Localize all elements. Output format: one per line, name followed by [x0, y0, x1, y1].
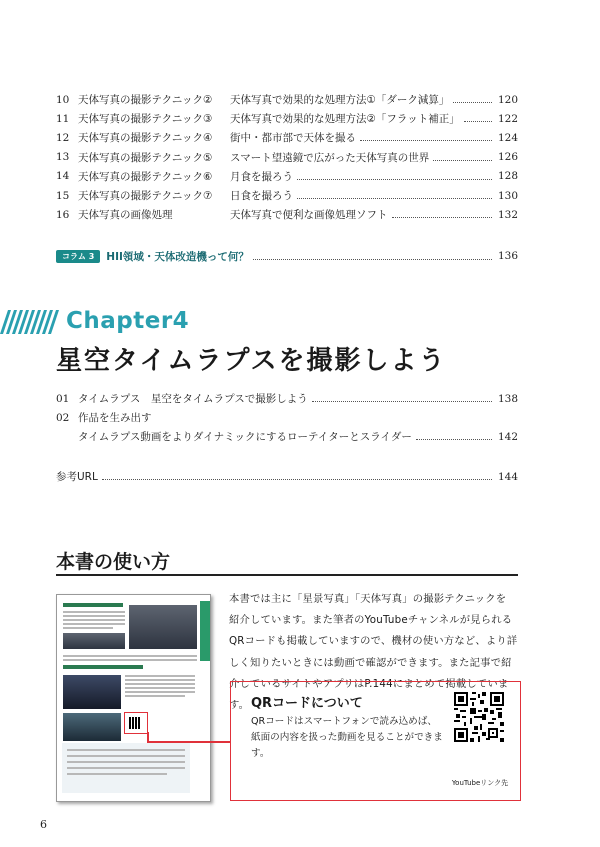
toc-page: 142 — [497, 430, 518, 443]
toc-title: 天体写真で便利な画像処理ソフト — [230, 209, 388, 222]
toc-title: タイムラプス 星空をタイムラプスで撮影しよう — [78, 393, 308, 405]
toc-number: 10 — [56, 93, 70, 106]
thumbnail-tab — [200, 601, 210, 661]
toc-number: 11 — [56, 112, 70, 125]
toc-leader-dots — [464, 121, 492, 122]
toc-number: 15 — [56, 189, 70, 202]
toc-section: 天体写真の撮影テクニック③ — [78, 113, 213, 126]
column-title: HII領域・天体改造機って何？ — [106, 250, 249, 263]
howto-title: 本書の使い方 — [56, 551, 171, 573]
sample-page-thumbnail — [56, 594, 211, 802]
toc-row[interactable] — [56, 389, 518, 408]
toc-leader-dots — [433, 160, 492, 161]
thumbnail-photo — [63, 633, 125, 649]
howto-body-line: 紹介しています。また筆者のYouTubeチャンネルが見られる — [229, 614, 513, 627]
chapter-stripes-icon — [0, 310, 60, 334]
chapter-label: Chapter4 — [66, 308, 190, 334]
toc-row[interactable] — [56, 90, 518, 109]
toc-title: 天体写真で効果的な処理方法①「ダーク減算」 — [230, 94, 450, 107]
toc-number: 16 — [56, 208, 70, 221]
toc-leader-dots — [392, 217, 493, 218]
toc-row-continued[interactable] — [56, 427, 518, 446]
qr-box-line: QRコードはスマートフォンで読み込めば、 — [251, 716, 437, 727]
toc-section: 天体写真の画像処理 — [78, 209, 173, 222]
howto-divider — [56, 574, 518, 576]
toc-number: 02 — [56, 411, 70, 424]
toc-row[interactable] — [56, 408, 518, 427]
toc-title: スマート望遠鏡で広がった天体写真の世界 — [230, 151, 430, 164]
toc-title: タイムラプス動画をよりダイナミックにするローテイターとスライダー — [78, 431, 412, 443]
toc-section: 天体写真の撮影テクニック② — [78, 94, 213, 107]
toc-column-row[interactable] — [56, 248, 518, 264]
toc-page: 126 — [497, 151, 518, 164]
toc-page: 138 — [497, 392, 518, 405]
toc-page: 144 — [497, 470, 518, 483]
toc-section: 天体写真の撮影テクニック⑥ — [78, 170, 213, 183]
toc-leader-dots — [102, 479, 492, 480]
toc-title: 月食を撮ろう — [230, 170, 293, 183]
thumbnail-qr-highlight — [124, 712, 148, 734]
qr-box-text — [251, 714, 451, 762]
howto-body-line: QRコードも掲載していますので、機材の使い方など、より詳 — [229, 635, 518, 648]
toc-row[interactable] — [56, 167, 518, 186]
toc-leader-dots — [253, 259, 492, 260]
toc-row[interactable] — [56, 205, 518, 224]
toc-row[interactable] — [56, 148, 518, 167]
toc-title: 日食を撮ろう — [230, 190, 293, 203]
chapter-toc-list — [56, 389, 518, 446]
toc-leader-dots — [453, 102, 492, 103]
thumbnail-heading — [63, 603, 123, 607]
toc-page: 128 — [497, 170, 518, 183]
toc-row[interactable] — [56, 128, 518, 147]
toc-number: 14 — [56, 170, 70, 183]
howto-body-line: 介しているサイトやアプリはP.144にまとめて掲載しています。 — [229, 677, 509, 712]
toc-number: 01 — [56, 392, 70, 405]
toc-section: 天体写真の撮影テクニック⑦ — [78, 190, 213, 203]
callout-connector — [147, 741, 231, 743]
toc-leader-dots — [297, 179, 492, 180]
thumbnail-photo — [129, 605, 197, 649]
qr-box-line: 紙面の内容を扱った動画を見ることができます。 — [251, 732, 443, 759]
toc-leader-dots — [360, 140, 492, 141]
chapter-title: 星空タイムラプスを撮影しよう — [56, 346, 447, 376]
toc-list — [56, 90, 518, 224]
toc-section: 天体写真の撮影テクニック④ — [78, 132, 213, 145]
thumbnail-photo — [63, 675, 121, 709]
toc-page: 136 — [497, 250, 518, 262]
toc-page: 130 — [497, 189, 518, 202]
toc-section: 天体写真の撮影テクニック⑤ — [78, 151, 213, 164]
howto-body-line: しく知りたいときには動画で確認ができます。また記事で紹 — [229, 656, 512, 669]
qr-info-box — [230, 681, 521, 801]
thumbnail-heading — [63, 665, 143, 669]
toc-page: 132 — [497, 208, 518, 221]
howto-body-line: 本書では主に「星景写真」「天体写真」の撮影テクニックを — [229, 593, 507, 605]
thumbnail-photo — [63, 713, 121, 741]
chapter-header — [0, 308, 600, 336]
qr-caption: YouTubeリンク先 — [451, 779, 509, 787]
toc-number: 12 — [56, 131, 70, 144]
toc-row[interactable] — [56, 109, 518, 128]
toc-leader-dots — [416, 439, 492, 440]
qr-code-icon[interactable] — [454, 692, 504, 742]
toc-page: 124 — [497, 131, 518, 144]
toc-reference-row[interactable] — [56, 468, 518, 485]
toc-title: 作品を生み出す — [78, 412, 152, 424]
qr-box-title: QRコードについて — [251, 696, 363, 711]
toc-leader-dots — [312, 401, 492, 402]
page-number: 6 — [40, 818, 47, 831]
toc-page: 120 — [497, 93, 518, 106]
toc-title: 街中・都市部で天体を撮る — [230, 132, 356, 145]
toc-page: 122 — [497, 112, 518, 125]
toc-number: 13 — [56, 151, 70, 164]
reference-label: 参考URL — [56, 471, 98, 483]
toc-row[interactable] — [56, 186, 518, 205]
toc-title: 天体写真で効果的な処理方法②「フラット補正」 — [230, 113, 460, 126]
toc-leader-dots — [297, 198, 492, 199]
column-badge: コラム 3 — [56, 250, 100, 263]
